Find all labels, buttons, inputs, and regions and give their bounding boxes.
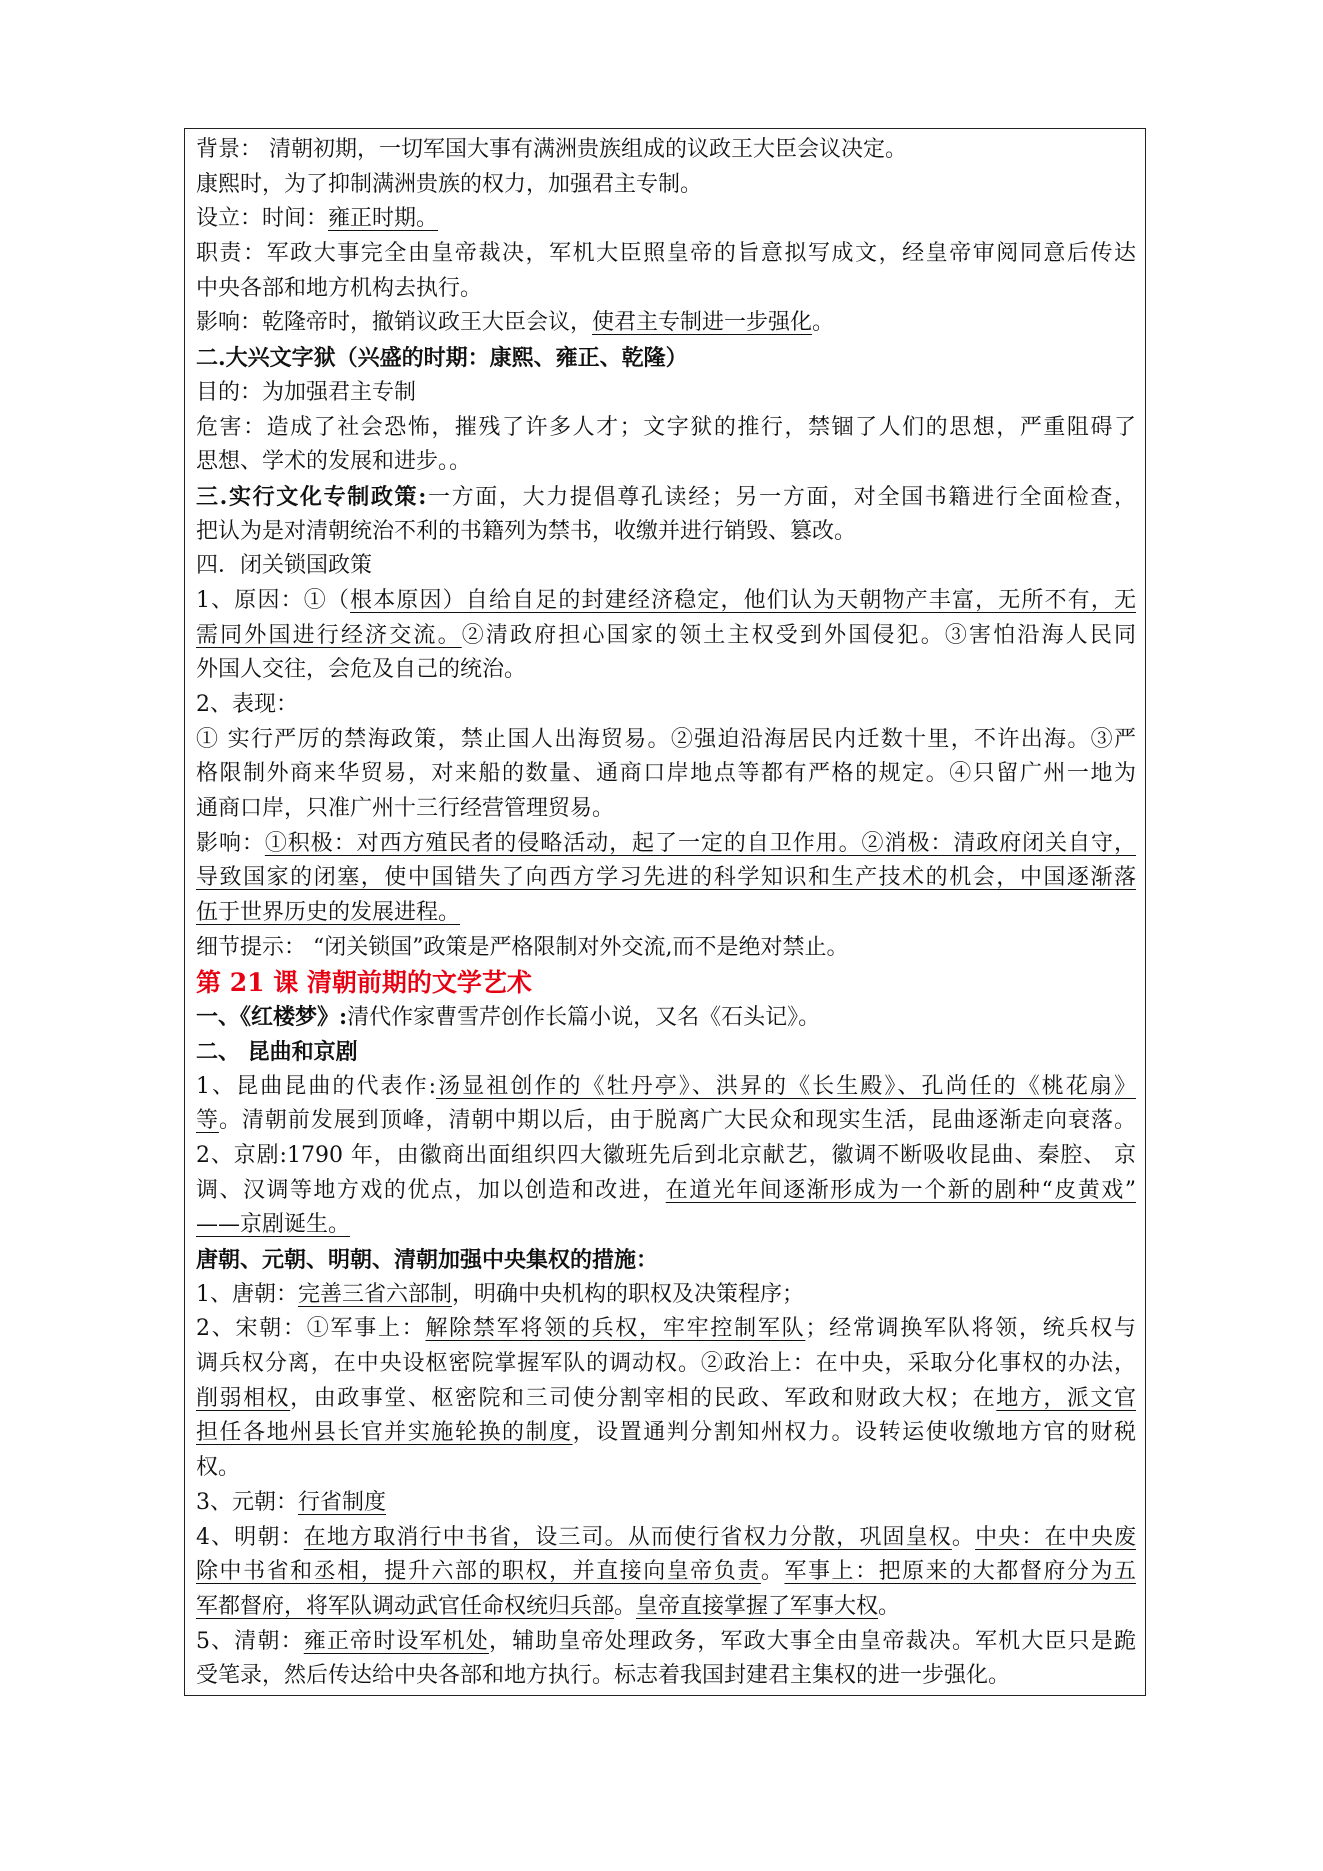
line-text: 一方面，大力提倡尊孔读经；另一方面，对全国书籍进行全面检查， (426, 484, 1136, 510)
text-line (196, 133, 1136, 168)
line-text: ，明确中央机构的职权及决策程序； (452, 1281, 805, 1307)
line-text: 通商口岸，只准广州十三行经营管理贸易。 (196, 796, 615, 822)
underlined-text: 皇帝直接掌握了军事大权 (636, 1593, 879, 1619)
line-text: 设立：时间： (196, 206, 329, 232)
line-text: 2、宋朝：①军事上： (196, 1316, 426, 1342)
text-line (196, 896, 1136, 931)
line-text: 1、唐朝： (196, 1281, 298, 1307)
underlined-text: 雍正帝时设军机处 (303, 1628, 489, 1654)
text-line (196, 723, 1136, 758)
underlined-text: ——京剧诞生。 (196, 1212, 351, 1238)
line-text: 3、元朝： (196, 1489, 298, 1515)
text-line (196, 688, 1136, 723)
line-text: ，辅助皇帝处理政务，军政大事全由皇帝裁决。军机大臣只是跪 (488, 1628, 1136, 1654)
line-text: 。 (878, 1593, 901, 1619)
underlined-text: 军都督府，将军队调动武官任命权统归兵部 (196, 1593, 615, 1619)
section-heading: 唐朝、元朝、明朝、清朝加强中央集权的措施： (196, 1247, 659, 1273)
underlined-text: 雍正时期。 (328, 206, 439, 232)
line-text: ，设置通判分割知州权力。设转运使收缴地方官的财税 (572, 1420, 1136, 1446)
line-text: 。 (812, 310, 835, 336)
text-line (196, 341, 1136, 376)
underlined-text: 伍于世界历史的发展进程。 (196, 900, 461, 926)
line-text: 危害：造成了社会恐怖，摧残了许多人才；文字狱的推行，禁锢了人们的思想，严重阻碍了 (196, 414, 1136, 440)
lesson-heading: 第 21 课 清朝前期的文学艺术 (196, 967, 532, 997)
line-text: 影响： (196, 830, 265, 856)
text-line (196, 480, 1136, 515)
text-line (196, 515, 1136, 550)
text-line (196, 1104, 1136, 1139)
text-line (196, 1451, 1136, 1486)
underlined-text: 导致国家的闭塞，使中国错失了向西方学习先进的科学知识和生产技术的机会，中国逐渐落 (196, 865, 1136, 891)
text-line (196, 827, 1136, 862)
line-text: 格限制外商来华贸易，对来船的数量、通商口岸地点等都有严格的规定。④只留广州一地为 (196, 761, 1136, 787)
underlined-text: 军事上：把原来的大都督府分为五 (784, 1559, 1136, 1585)
text-line (196, 792, 1136, 827)
text-line (196, 306, 1136, 341)
text-line (196, 1243, 1136, 1278)
line-text: 中央各部和地方机构去执行。 (196, 275, 483, 301)
text-line (196, 1035, 1136, 1070)
line-text: 四．闭关锁国政策 (196, 553, 373, 579)
text-line (196, 1521, 1136, 1556)
line-text: 背景： 清朝初期，一切军国大事有满洲贵族组成的议政王大臣会议决定。 (196, 137, 907, 162)
line-text: 。 (760, 1559, 785, 1585)
text-line (196, 966, 1136, 1001)
text-line (196, 272, 1136, 307)
line-text: ②清政府担心国家的领土主权受到外国侵犯。③害怕沿海人民同 (461, 622, 1136, 648)
document-body (196, 133, 1136, 1694)
text-line (196, 549, 1136, 584)
underlined-text: 需同外国进行经济交流。 (196, 622, 462, 648)
underlined-text: 根本原因）自给自足的封建经济稳定，他们认为天朝物产丰富，无所不有，无 (350, 587, 1136, 613)
line-text: 外国人交往，会危及自己的统治。 (196, 657, 527, 683)
text-line (196, 237, 1136, 272)
section-heading: 二.大兴文字狱（兴盛的时期：康熙、雍正、乾隆） (196, 345, 688, 372)
text-line (196, 1659, 1136, 1694)
text-line (196, 1416, 1136, 1451)
section-heading: 二、 昆曲和京剧 (196, 1038, 358, 1065)
text-line (196, 1312, 1136, 1347)
text-line (196, 1000, 1136, 1035)
line-text: 4、明朝： (196, 1524, 304, 1550)
text-line (196, 757, 1136, 792)
text-line (196, 931, 1136, 966)
underlined-text: 使君主专制进一步强化 (592, 310, 813, 336)
line-text: 。 (614, 1593, 637, 1619)
text-line (196, 411, 1136, 446)
text-line (196, 376, 1136, 411)
underlined-text: 在地方取消行中书省，设三司。从而使行省权力分散，巩固皇权 (303, 1524, 952, 1550)
line-text: 影响：乾隆帝时，撤销议政王大臣会议， (196, 310, 593, 336)
text-line (196, 584, 1136, 619)
underlined-text: 削弱相权 (196, 1385, 291, 1411)
underlined-text: 汤显祖创作的《牡丹亭》、洪昇的《长生殿》、孔尚任的《桃花扇》 (436, 1073, 1136, 1099)
line-text: 受笔录，然后传达给中央各部和地方执行。标志着我国封建君主集权的进一步强化。 (196, 1663, 1011, 1689)
line-text: 2、京剧:1790 年，由徽商出面组织四大徽班先后到北京献艺，徽调不断吸收昆曲、秦腔、 京 (196, 1142, 1136, 1168)
text-line (196, 1555, 1136, 1590)
line-text: 权。 (196, 1455, 241, 1481)
text-line (196, 861, 1136, 896)
section-heading: 三.实行文化专制政策: (196, 483, 427, 510)
underlined-text: 行省制度 (298, 1489, 387, 1515)
text-line (196, 1070, 1136, 1105)
underlined-text: 地方，派文官 (996, 1385, 1136, 1411)
text-line (196, 1347, 1136, 1382)
text-line (196, 1625, 1136, 1660)
underlined-text: 除中书省和丞相，提升六部的职权，并直接向皇帝负责 (196, 1559, 761, 1585)
underlined-text: 完善三省六部制 (298, 1281, 453, 1307)
underlined-text: 解除禁军将领的兵权，牢牢控制军队 (425, 1316, 806, 1342)
text-line (196, 202, 1136, 237)
text-line (196, 168, 1136, 203)
text-line (196, 653, 1136, 688)
line-text: 细节提示： “闭关锁国”政策是严格限制对外交流,而不是绝对禁止。 (196, 934, 849, 960)
line-text: 调、汉调等地方戏的优点，加以创造和改进， (196, 1177, 666, 1203)
line-text: 清代作家曹雪芹创作长篇小说，又名《石头记》。 (347, 1005, 821, 1031)
line-text: ；经常调换军队将领，统兵权与 (805, 1316, 1136, 1342)
text-line (196, 445, 1136, 480)
underlined-text: 担任各地州县长官并实施轮换的制度 (196, 1420, 573, 1446)
text-line (196, 1174, 1136, 1209)
line-text: 目的：为加强君主专制 (196, 379, 417, 405)
line-text: 2、表现： (196, 692, 298, 717)
text-line (196, 619, 1136, 654)
line-text: 把认为是对清朝统治不利的书籍列为禁书，收缴并进行销毁、篡改。 (196, 518, 857, 544)
text-line (196, 1208, 1136, 1243)
line-text: ，由政事堂、枢密院和三司使分割宰相的民政、军政和财政大权；在 (290, 1385, 997, 1411)
underlined-text: 等 (196, 1108, 219, 1134)
line-text: 职责：军政大事完全由皇帝裁决，军机大臣照皇帝的旨意拟写成文，经皇帝审阅同意后传达 (196, 241, 1136, 267)
line-text: 思想、学术的发展和进步。。 (196, 449, 472, 475)
text-line (196, 1278, 1136, 1313)
text-line (196, 1382, 1136, 1417)
underlined-text: 中央：在中央废 (975, 1524, 1136, 1550)
line-text: 。清朝前发展到顶峰，清朝中期以后，由于脱离广大民众和现实生活，昆曲逐渐走向衰落。 (218, 1108, 1136, 1134)
underlined-text: ①积极：对西方殖民者的侵略活动，起了一定的自卫作用。②消极：清政府闭关自守， (264, 830, 1136, 856)
underlined-text: 在道光年间逐渐形成为一个新的剧种“皮黄戏” (665, 1177, 1136, 1203)
line-text: 1、原因：①（ (196, 587, 351, 613)
section-heading: 一、《红楼梦》: (196, 1004, 348, 1031)
line-text: 康熙时，为了抑制满洲贵族的权力，加强君主专制。 (196, 171, 703, 197)
text-line (196, 1590, 1136, 1625)
line-text: 调兵权分离，在中央设枢密院掌握军队的调动权。②政治上：在中央，采取分化事权的办法， (196, 1351, 1136, 1377)
line-text: ① 实行严厉的禁海政策，禁止国人出海贸易。②强迫沿海居民内迁数十里，不许出海。③严 (196, 726, 1136, 752)
line-text: 1、昆曲昆曲的代表作: (196, 1073, 437, 1099)
line-text: 。 (951, 1524, 976, 1550)
text-line (196, 1139, 1136, 1174)
text-line (196, 1486, 1136, 1521)
line-text: 5、清朝： (196, 1628, 304, 1654)
